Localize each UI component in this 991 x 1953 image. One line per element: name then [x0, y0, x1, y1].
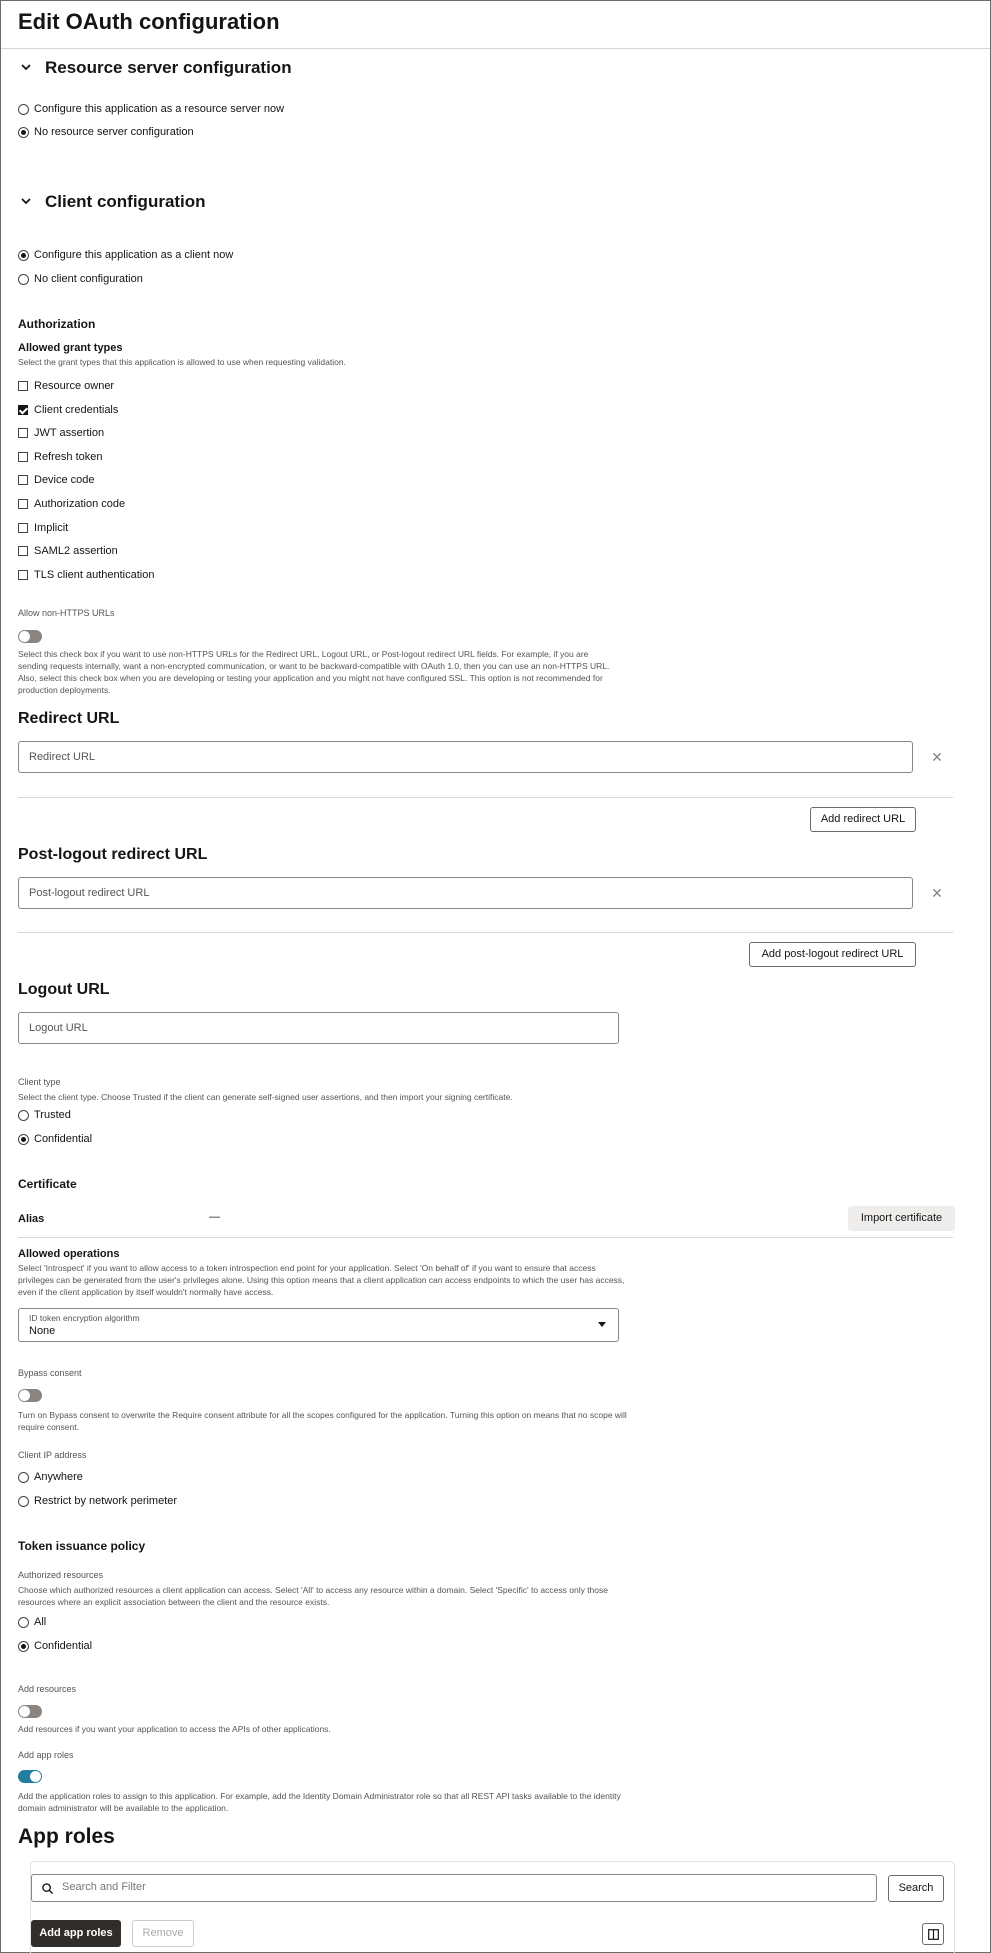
authorization-heading: Authorization	[18, 317, 96, 331]
add-app-roles-toggle[interactable]	[18, 1770, 42, 1783]
grant-checkbox-label: Implicit	[34, 522, 69, 534]
bypass-consent-help: Turn on Bypass consent to overwrite the Require consent attribute for all the scopes configured for the application. Turning this option on means that no scope will require consent.	[18, 1410, 627, 1432]
columns-icon	[928, 1929, 939, 1940]
caret-down-icon	[598, 1322, 606, 1328]
close-icon[interactable]: ✕	[931, 885, 943, 901]
grant-checkbox-label: Refresh token	[34, 451, 103, 463]
certificate-heading: Certificate	[18, 1177, 77, 1191]
alias-value: —	[209, 1211, 220, 1223]
alias-label: Alias	[18, 1213, 45, 1225]
radio-confidential[interactable]	[18, 1134, 29, 1145]
grant-checkbox[interactable]	[18, 499, 28, 509]
redirect-url-input[interactable]: Redirect URL	[18, 741, 913, 773]
non-https-toggle[interactable]	[18, 630, 42, 643]
radio-client-now-label: Configure this application as a client now	[34, 249, 234, 261]
id-token-select-label: ID token encryption algorithm	[29, 1313, 140, 1323]
certificate-divider	[18, 1237, 953, 1238]
grant-types-help: Select the grant types that this application is allowed to use when requesting validation.	[18, 357, 346, 367]
grant-checkbox[interactable]	[18, 570, 28, 580]
search-icon	[42, 1883, 53, 1894]
non-https-help: Select this check box if you want to use non-HTTPS URLs for the Redirect URL, Logout URL, or Post-logout redirect URL fields. For example, if you are sending requests internally, want a non-encrypted communication, or want to be backward-compatible with OAuth 1.0, then you can use an non-HTTPS URL. Also, select this check box when you are developing or testing your application and you might not have configured SSL. This option is not recommended for production deployments.	[18, 649, 610, 695]
radio-client-now[interactable]	[18, 250, 29, 261]
authorized-resources-help: Choose which authorized resources a client application can access. Select 'All' to access any resource within a domain. Select 'Specific' to access only those resources where an explicit association between the client and the resource exists.	[18, 1585, 608, 1607]
radio-resource-server-now-label: Configure this application as a resource server now	[34, 103, 285, 115]
client-ip-label: Client IP address	[18, 1450, 87, 1460]
grant-checkbox-label: SAML2 assertion	[34, 545, 118, 557]
allowed-operations-help: Select 'Introspect' if you want to allow access to a token introspection end point for your application. Select 'On behalf of' if you want to ensure that access privileges can be generated from the user's privileges alone. Using this option means that a client application can access endpoints to which the user has access, even if the client application by itself wouldn't normally have access.	[18, 1263, 625, 1297]
add-resources-label: Add resources	[18, 1684, 77, 1694]
client-type-label: Client type	[18, 1077, 61, 1087]
radio-trusted-label: Trusted	[34, 1109, 71, 1121]
radio-authorized-confidential-label: Confidential	[34, 1640, 93, 1652]
grant-checkbox-label: Device code	[34, 474, 95, 486]
authorized-resources-label: Authorized resources	[18, 1570, 104, 1580]
add-resources-toggle[interactable]	[18, 1705, 42, 1718]
radio-anywhere-label: Anywhere	[34, 1471, 83, 1483]
post-logout-divider	[18, 932, 953, 933]
radio-no-resource-server[interactable]	[18, 127, 29, 138]
grant-checkbox[interactable]	[18, 546, 28, 556]
add-app-roles-help: Add the application roles to assign to this application. For example, add the Identity Domain Administrator role so that all REST API tasks available to the identity domain administrator will be available to the application.	[18, 1791, 621, 1813]
token-issuance-heading: Token issuance policy	[18, 1539, 146, 1553]
app-roles-panel	[30, 1861, 955, 1953]
add-post-logout-url-button[interactable]: Add post-logout redirect URL	[749, 942, 916, 967]
grant-checkbox-label: TLS client authentication	[34, 569, 155, 581]
add-resources-help: Add resources if you want your application to access the APIs of other applications.	[18, 1724, 331, 1734]
header-divider	[1, 48, 990, 49]
non-https-label: Allow non-HTTPS URLs	[18, 608, 115, 618]
radio-restrict-network[interactable]	[18, 1496, 29, 1507]
id-token-select[interactable]	[18, 1308, 619, 1342]
grant-types-heading: Allowed grant types	[18, 342, 123, 354]
id-token-select-value: None	[29, 1325, 56, 1337]
grant-checkbox[interactable]	[18, 475, 28, 485]
add-app-roles-button[interactable]: Add app roles	[31, 1920, 121, 1947]
redirect-url-heading: Redirect URL	[18, 710, 120, 727]
chevron-down-icon[interactable]	[20, 195, 32, 207]
radio-all-label: All	[34, 1616, 47, 1628]
grant-checkbox[interactable]	[18, 452, 28, 462]
logout-url-input[interactable]: Logout URL	[18, 1012, 619, 1044]
search-filter-input[interactable]	[31, 1874, 877, 1902]
grant-checkbox[interactable]	[18, 381, 28, 391]
radio-authorized-confidential[interactable]	[18, 1641, 29, 1652]
post-logout-url-input[interactable]: Post-logout redirect URL	[18, 877, 913, 909]
grant-checkbox-label: Client credentials	[34, 404, 119, 416]
chevron-down-icon[interactable]	[20, 61, 32, 73]
client-type-help: Select the client type. Choose Trusted if the client can generate self-signed user assertions, and then import your signing certificate.	[18, 1092, 513, 1102]
radio-anywhere[interactable]	[18, 1472, 29, 1483]
redirect-divider	[18, 797, 953, 798]
radio-all[interactable]	[18, 1617, 29, 1628]
logout-url-heading: Logout URL	[18, 981, 110, 998]
grant-checkbox-label: Authorization code	[34, 498, 126, 510]
app-roles-heading: App roles	[18, 1825, 115, 1848]
columns-toggle-button[interactable]	[922, 1923, 944, 1945]
page-title: Edit OAuth configuration	[18, 9, 280, 34]
bypass-consent-toggle[interactable]	[18, 1389, 42, 1402]
radio-resource-server-now[interactable]	[18, 104, 29, 115]
grant-checkbox-label: Resource owner	[34, 380, 115, 392]
grant-checkbox-label: JWT assertion	[34, 427, 105, 439]
close-icon[interactable]: ✕	[931, 749, 943, 765]
grant-checkbox[interactable]	[18, 405, 28, 415]
radio-no-client[interactable]	[18, 274, 29, 285]
grant-checkbox[interactable]	[18, 428, 28, 438]
grant-checkbox[interactable]	[18, 523, 28, 533]
radio-restrict-network-label: Restrict by network perimeter	[34, 1495, 178, 1507]
allowed-operations-heading: Allowed operations	[18, 1248, 120, 1260]
add-redirect-url-button[interactable]: Add redirect URL	[810, 807, 916, 832]
search-button[interactable]: Search	[888, 1875, 944, 1902]
radio-no-resource-server-label: No resource server configuration	[34, 126, 194, 138]
radio-no-client-label: No client configuration	[34, 273, 143, 285]
search-filter-placeholder: Search and Filter	[62, 1881, 146, 1893]
radio-trusted[interactable]	[18, 1110, 29, 1121]
add-app-roles-label: Add app roles	[18, 1750, 74, 1760]
post-logout-heading: Post-logout redirect URL	[18, 846, 208, 863]
bypass-consent-label: Bypass consent	[18, 1368, 82, 1378]
remove-button[interactable]: Remove	[132, 1920, 194, 1947]
client-section-title[interactable]: Client configuration	[45, 192, 206, 211]
import-certificate-button[interactable]: Import certificate	[848, 1206, 955, 1231]
radio-confidential-label: Confidential	[34, 1133, 93, 1145]
resource-server-section-title[interactable]: Resource server configuration	[45, 58, 292, 77]
